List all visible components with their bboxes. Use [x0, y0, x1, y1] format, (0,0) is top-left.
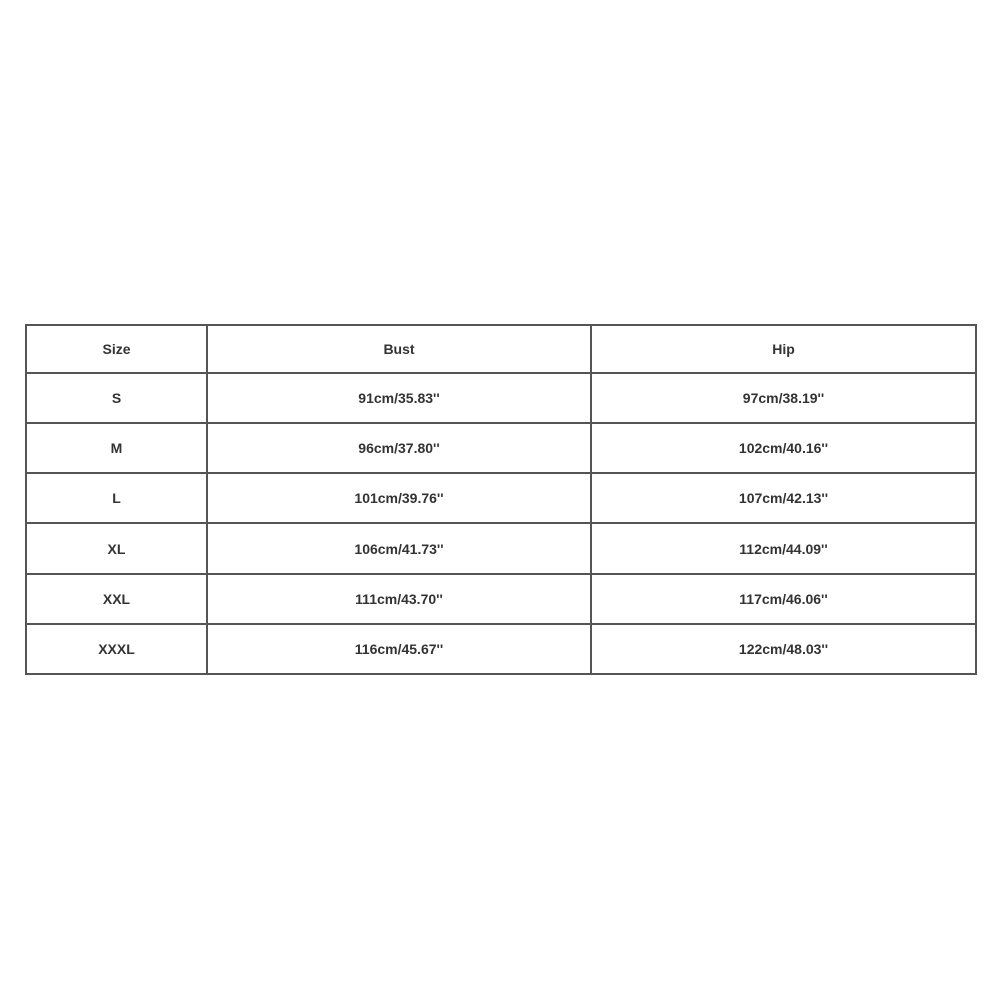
- bust-cell: 101cm/39.76'': [207, 473, 591, 523]
- hip-cell: 107cm/42.13'': [591, 473, 976, 523]
- header-size: Size: [26, 325, 207, 373]
- hip-cell: 102cm/40.16'': [591, 423, 976, 473]
- table-row: [26, 523, 976, 573]
- bust-cell: 96cm/37.80'': [207, 423, 591, 473]
- size-cell: XL: [26, 523, 207, 573]
- table-row: [26, 624, 976, 674]
- size-cell: M: [26, 423, 207, 473]
- hip-cell: 122cm/48.03'': [591, 624, 976, 674]
- hip-cell: 97cm/38.19'': [591, 373, 976, 423]
- hip-cell: 117cm/46.06'': [591, 574, 976, 624]
- table-row: [26, 574, 976, 624]
- size-cell: S: [26, 373, 207, 423]
- size-chart-table: [25, 324, 977, 675]
- table-row: [26, 423, 976, 473]
- table-row: [26, 373, 976, 423]
- bust-cell: 111cm/43.70'': [207, 574, 591, 624]
- bust-cell: 106cm/41.73'': [207, 523, 591, 573]
- hip-cell: 112cm/44.09'': [591, 523, 976, 573]
- bust-cell: 116cm/45.67'': [207, 624, 591, 674]
- bust-cell: 91cm/35.83'': [207, 373, 591, 423]
- size-cell: L: [26, 473, 207, 523]
- table-header-row: [26, 325, 976, 373]
- size-cell: XXXL: [26, 624, 207, 674]
- table-row: [26, 473, 976, 523]
- header-hip: Hip: [591, 325, 976, 373]
- header-bust: Bust: [207, 325, 591, 373]
- size-cell: XXL: [26, 574, 207, 624]
